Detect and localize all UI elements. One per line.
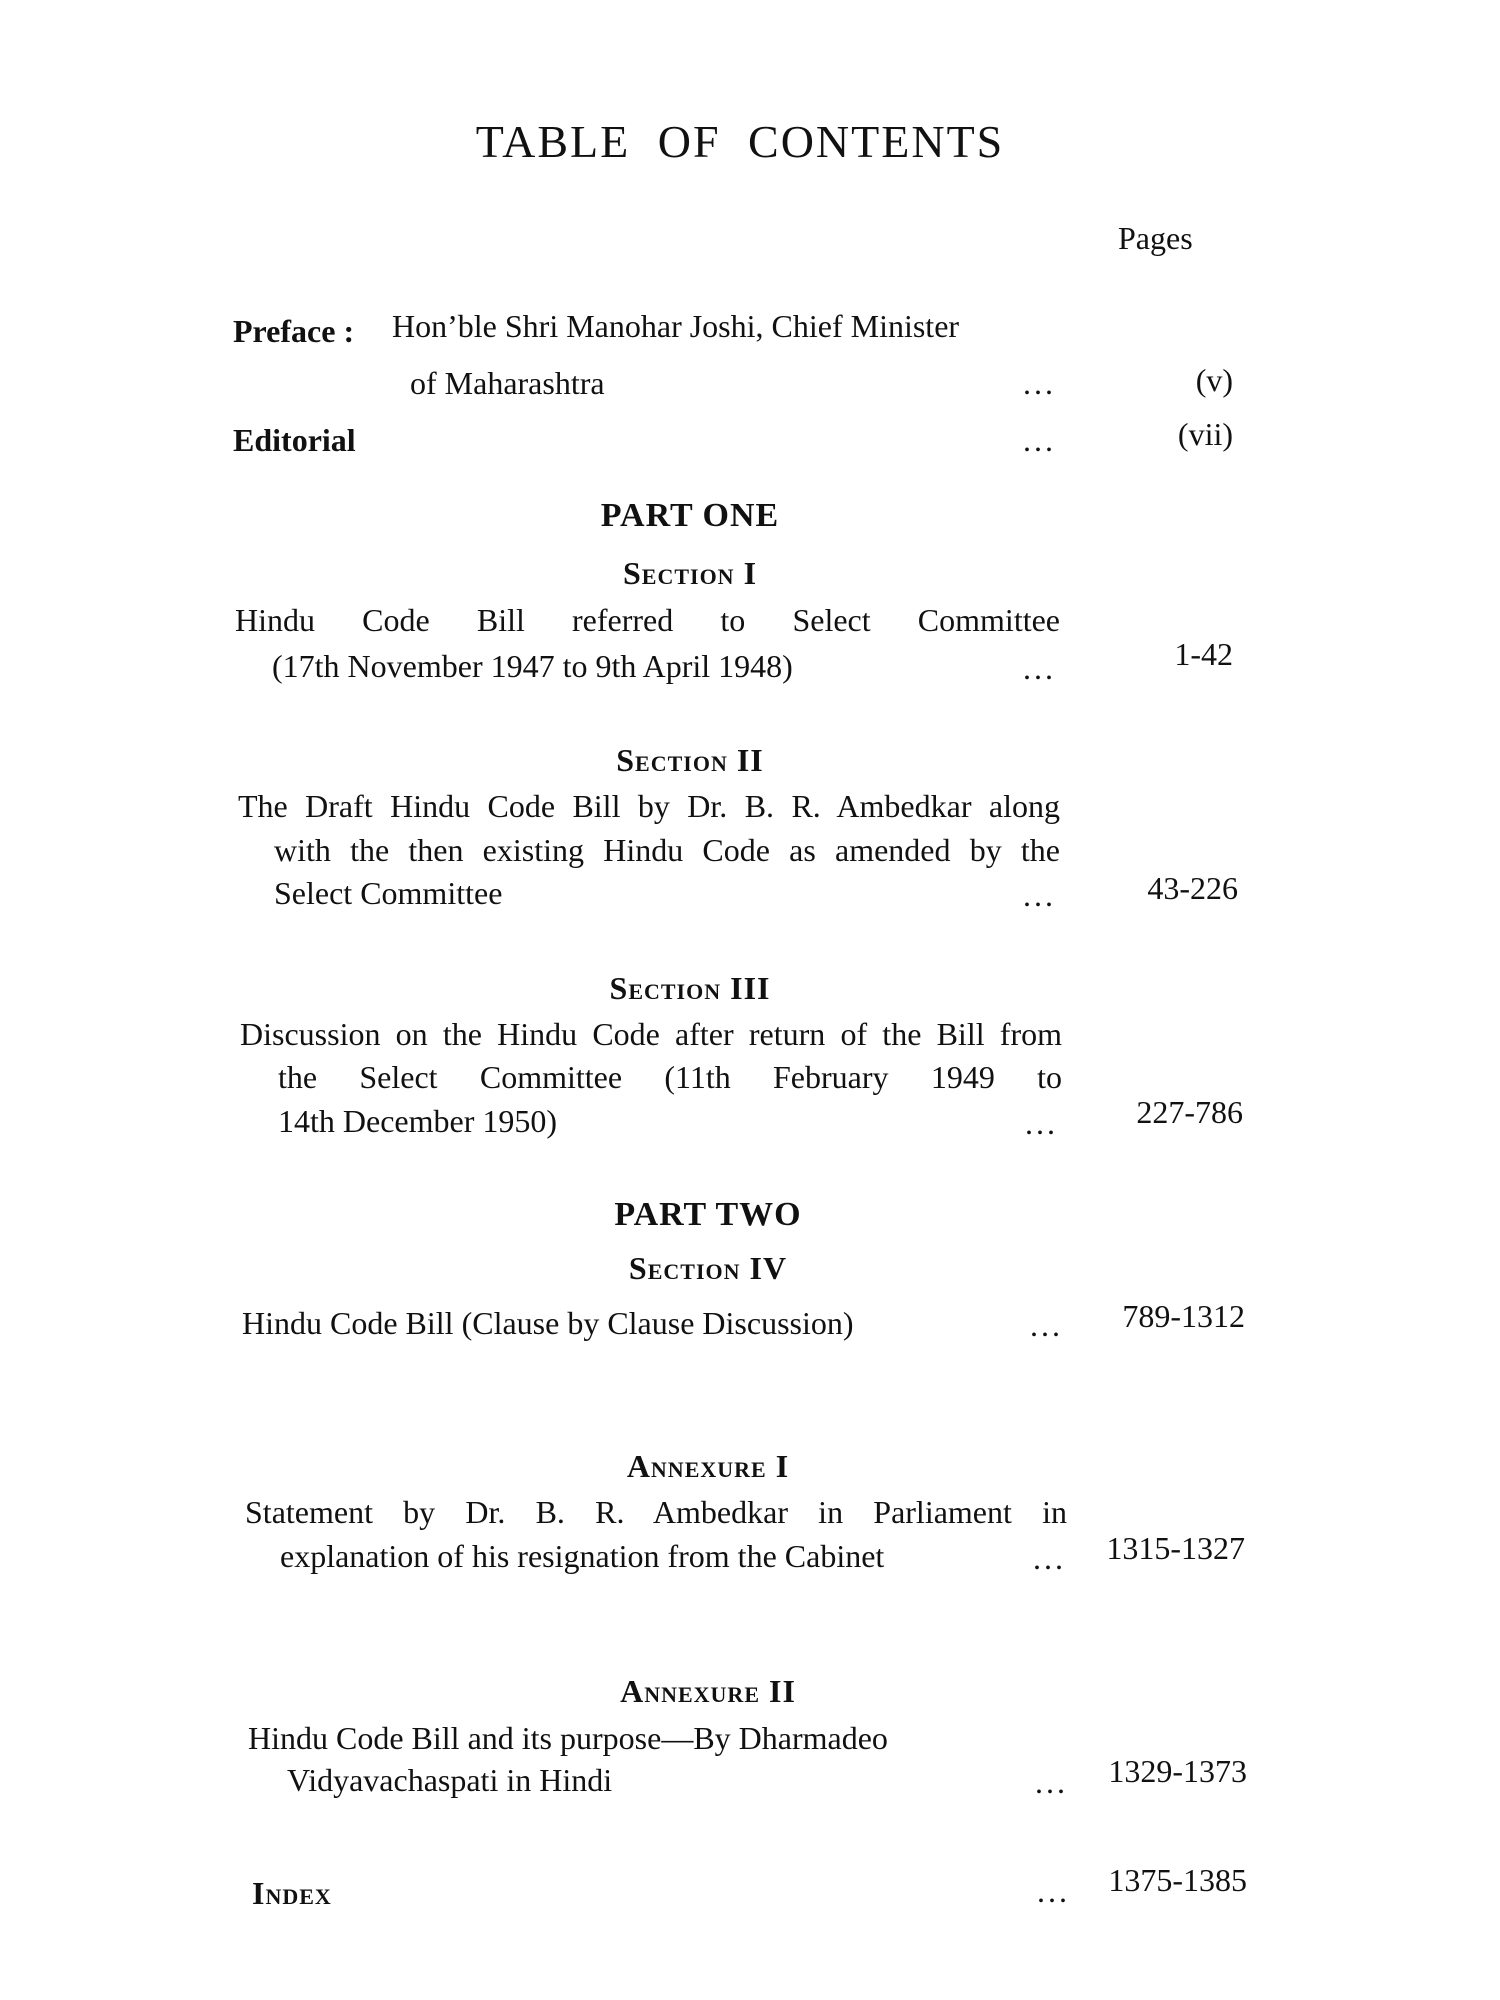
section-3-line-2: the Select Committee (11th February 1949 to xyxy=(278,1059,1062,1095)
annexure-1-heading: Annexure I xyxy=(626,1448,790,1484)
section-1-dots: ... xyxy=(1023,650,1056,686)
section-1-page: 1-42 xyxy=(1174,636,1233,672)
section-4-line-1: Hindu Code Bill (Clause by Clause Discussion) xyxy=(242,1305,854,1341)
page-title: TABLE OF CONTENTS xyxy=(475,116,1005,167)
section-2-page: 43-226 xyxy=(1147,870,1238,906)
part-two-heading: PART TWO xyxy=(614,1196,802,1233)
section-3-heading: Section III xyxy=(609,970,771,1006)
preface-line-1: Hon’ble Shri Manohar Joshi, Chief Minister xyxy=(392,308,960,344)
editorial-page: (vii) xyxy=(1177,416,1233,452)
annexure-2-heading: Annexure II xyxy=(620,1673,796,1709)
section-4-page: 789-1312 xyxy=(1122,1298,1245,1334)
section-3-line-3: 14th December 1950) xyxy=(278,1103,558,1139)
editorial-dots: ... xyxy=(1023,422,1056,458)
annexure-2-line-1: Hindu Code Bill and its purpose—By Dharmadeo xyxy=(248,1720,888,1756)
annexure-1-dots: ... xyxy=(1033,1540,1066,1576)
index-dots: ... xyxy=(1037,1873,1070,1909)
preface-dots: ... xyxy=(1023,365,1056,401)
preface-line-2: of Maharashtra xyxy=(410,365,605,401)
annexure-2-dots: ... xyxy=(1035,1764,1068,1800)
section-1-heading: Section I xyxy=(622,555,758,591)
section-2-line-2: with the then existing Hindu Code as amended by the xyxy=(274,832,1060,868)
annexure-1-page: 1315-1327 xyxy=(1106,1530,1245,1566)
section-2-line-1: The Draft Hindu Code Bill by Dr. B. R. Ambedkar along xyxy=(238,788,1060,824)
pages-column-header: Pages xyxy=(1118,220,1193,256)
part-one-heading: PART ONE xyxy=(600,497,780,534)
editorial-label: Editorial xyxy=(233,422,356,458)
section-3-page: 227-786 xyxy=(1136,1094,1243,1130)
annexure-1-line-2: explanation of his resignation from the Cabinet xyxy=(280,1538,885,1574)
index-page: 1375-1385 xyxy=(1108,1862,1247,1898)
section-2-line-3: Select Committee xyxy=(274,875,503,911)
section-4-dots: ... xyxy=(1030,1307,1063,1343)
section-3-dots: ... xyxy=(1025,1105,1058,1141)
index-label: Index xyxy=(252,1875,332,1911)
annexure-2-page: 1329-1373 xyxy=(1108,1753,1247,1789)
preface-page: (v) xyxy=(1195,362,1233,398)
annexure-2-line-2: Vidyavachaspati in Hindi xyxy=(287,1762,613,1798)
section-2-dots: ... xyxy=(1023,877,1056,913)
section-4-heading: Section IV xyxy=(628,1250,788,1286)
section-1-line-2: (17th November 1947 to 9th April 1948) xyxy=(272,648,793,684)
section-2-heading: Section II xyxy=(616,742,764,778)
section-1-line-1: Hindu Code Bill referred to Select Committee xyxy=(235,602,1060,638)
section-3-line-1: Discussion on the Hindu Code after return of the Bill from xyxy=(240,1016,1062,1052)
preface-label: Preface : xyxy=(233,313,355,349)
annexure-1-line-1: Statement by Dr. B. R. Ambedkar in Parliament in xyxy=(245,1494,1067,1530)
